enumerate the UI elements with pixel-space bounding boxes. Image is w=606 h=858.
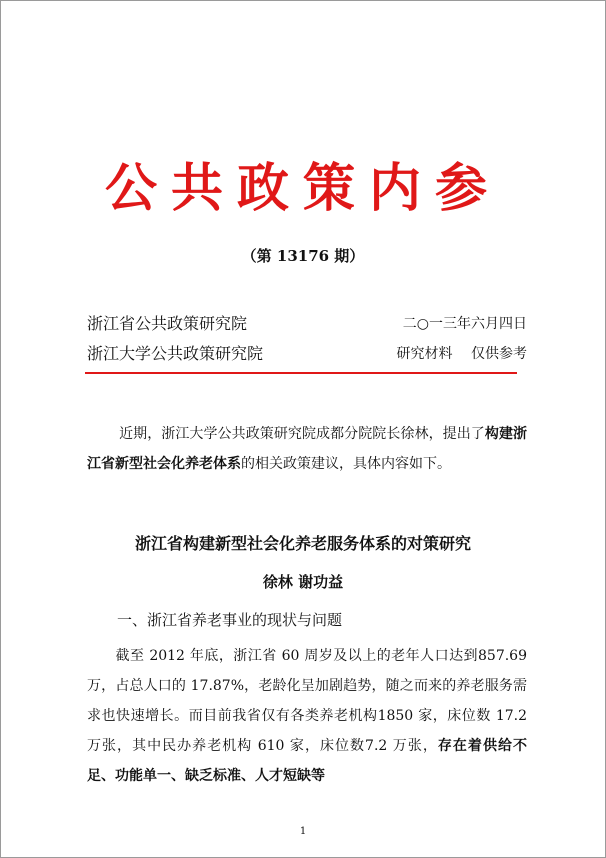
body-paragraph	[87, 641, 527, 791]
article-title: 浙江省构建新型社会化养老服务体系的对策研究	[134, 534, 471, 553]
org-name-2: 浙江大学公共政策研究院	[87, 344, 264, 363]
intro-bold-topic: 构建浙江省新型社会化养老体系	[87, 426, 528, 472]
masthead-title: 公共政策内参	[104, 159, 501, 219]
body-text: 截至 2012 年底，浙江省 60 周岁及以上的老年人口达到857.69 万，占总人口的 17.87%，老龄化呈加剧趋势，随之而来的养老服务需求也快速增长。而目前我省仅有各类养老机构1850 家，床位数 17.2 万张，其中民办养老机构 610 家，床位数7.2 万张，	[87, 648, 527, 754]
reference-note: 研究材料 仅供参考	[396, 346, 527, 362]
intro-text-2: 的相关政策建议，具体内容如下。	[241, 456, 451, 472]
red-divider	[85, 372, 517, 374]
intro-paragraph	[87, 419, 527, 479]
article-authors: 徐林 谢功益	[262, 573, 344, 591]
page-number: 1	[299, 826, 307, 837]
intro-text-1: 近期，浙江大学公共政策研究院成都分院院长徐林，提出了	[119, 426, 485, 442]
publication-date: 二○一三年六月四日	[402, 316, 527, 332]
body-bold-text: 存在着供给不足、功能单一、缺乏标准、人才短缺等	[87, 738, 527, 784]
issue-number: （第 13176 期）	[241, 247, 365, 265]
org-name-1: 浙江省公共政策研究院	[87, 314, 248, 333]
section-heading: 一、浙江省养老事业的现状与问题	[117, 611, 343, 629]
